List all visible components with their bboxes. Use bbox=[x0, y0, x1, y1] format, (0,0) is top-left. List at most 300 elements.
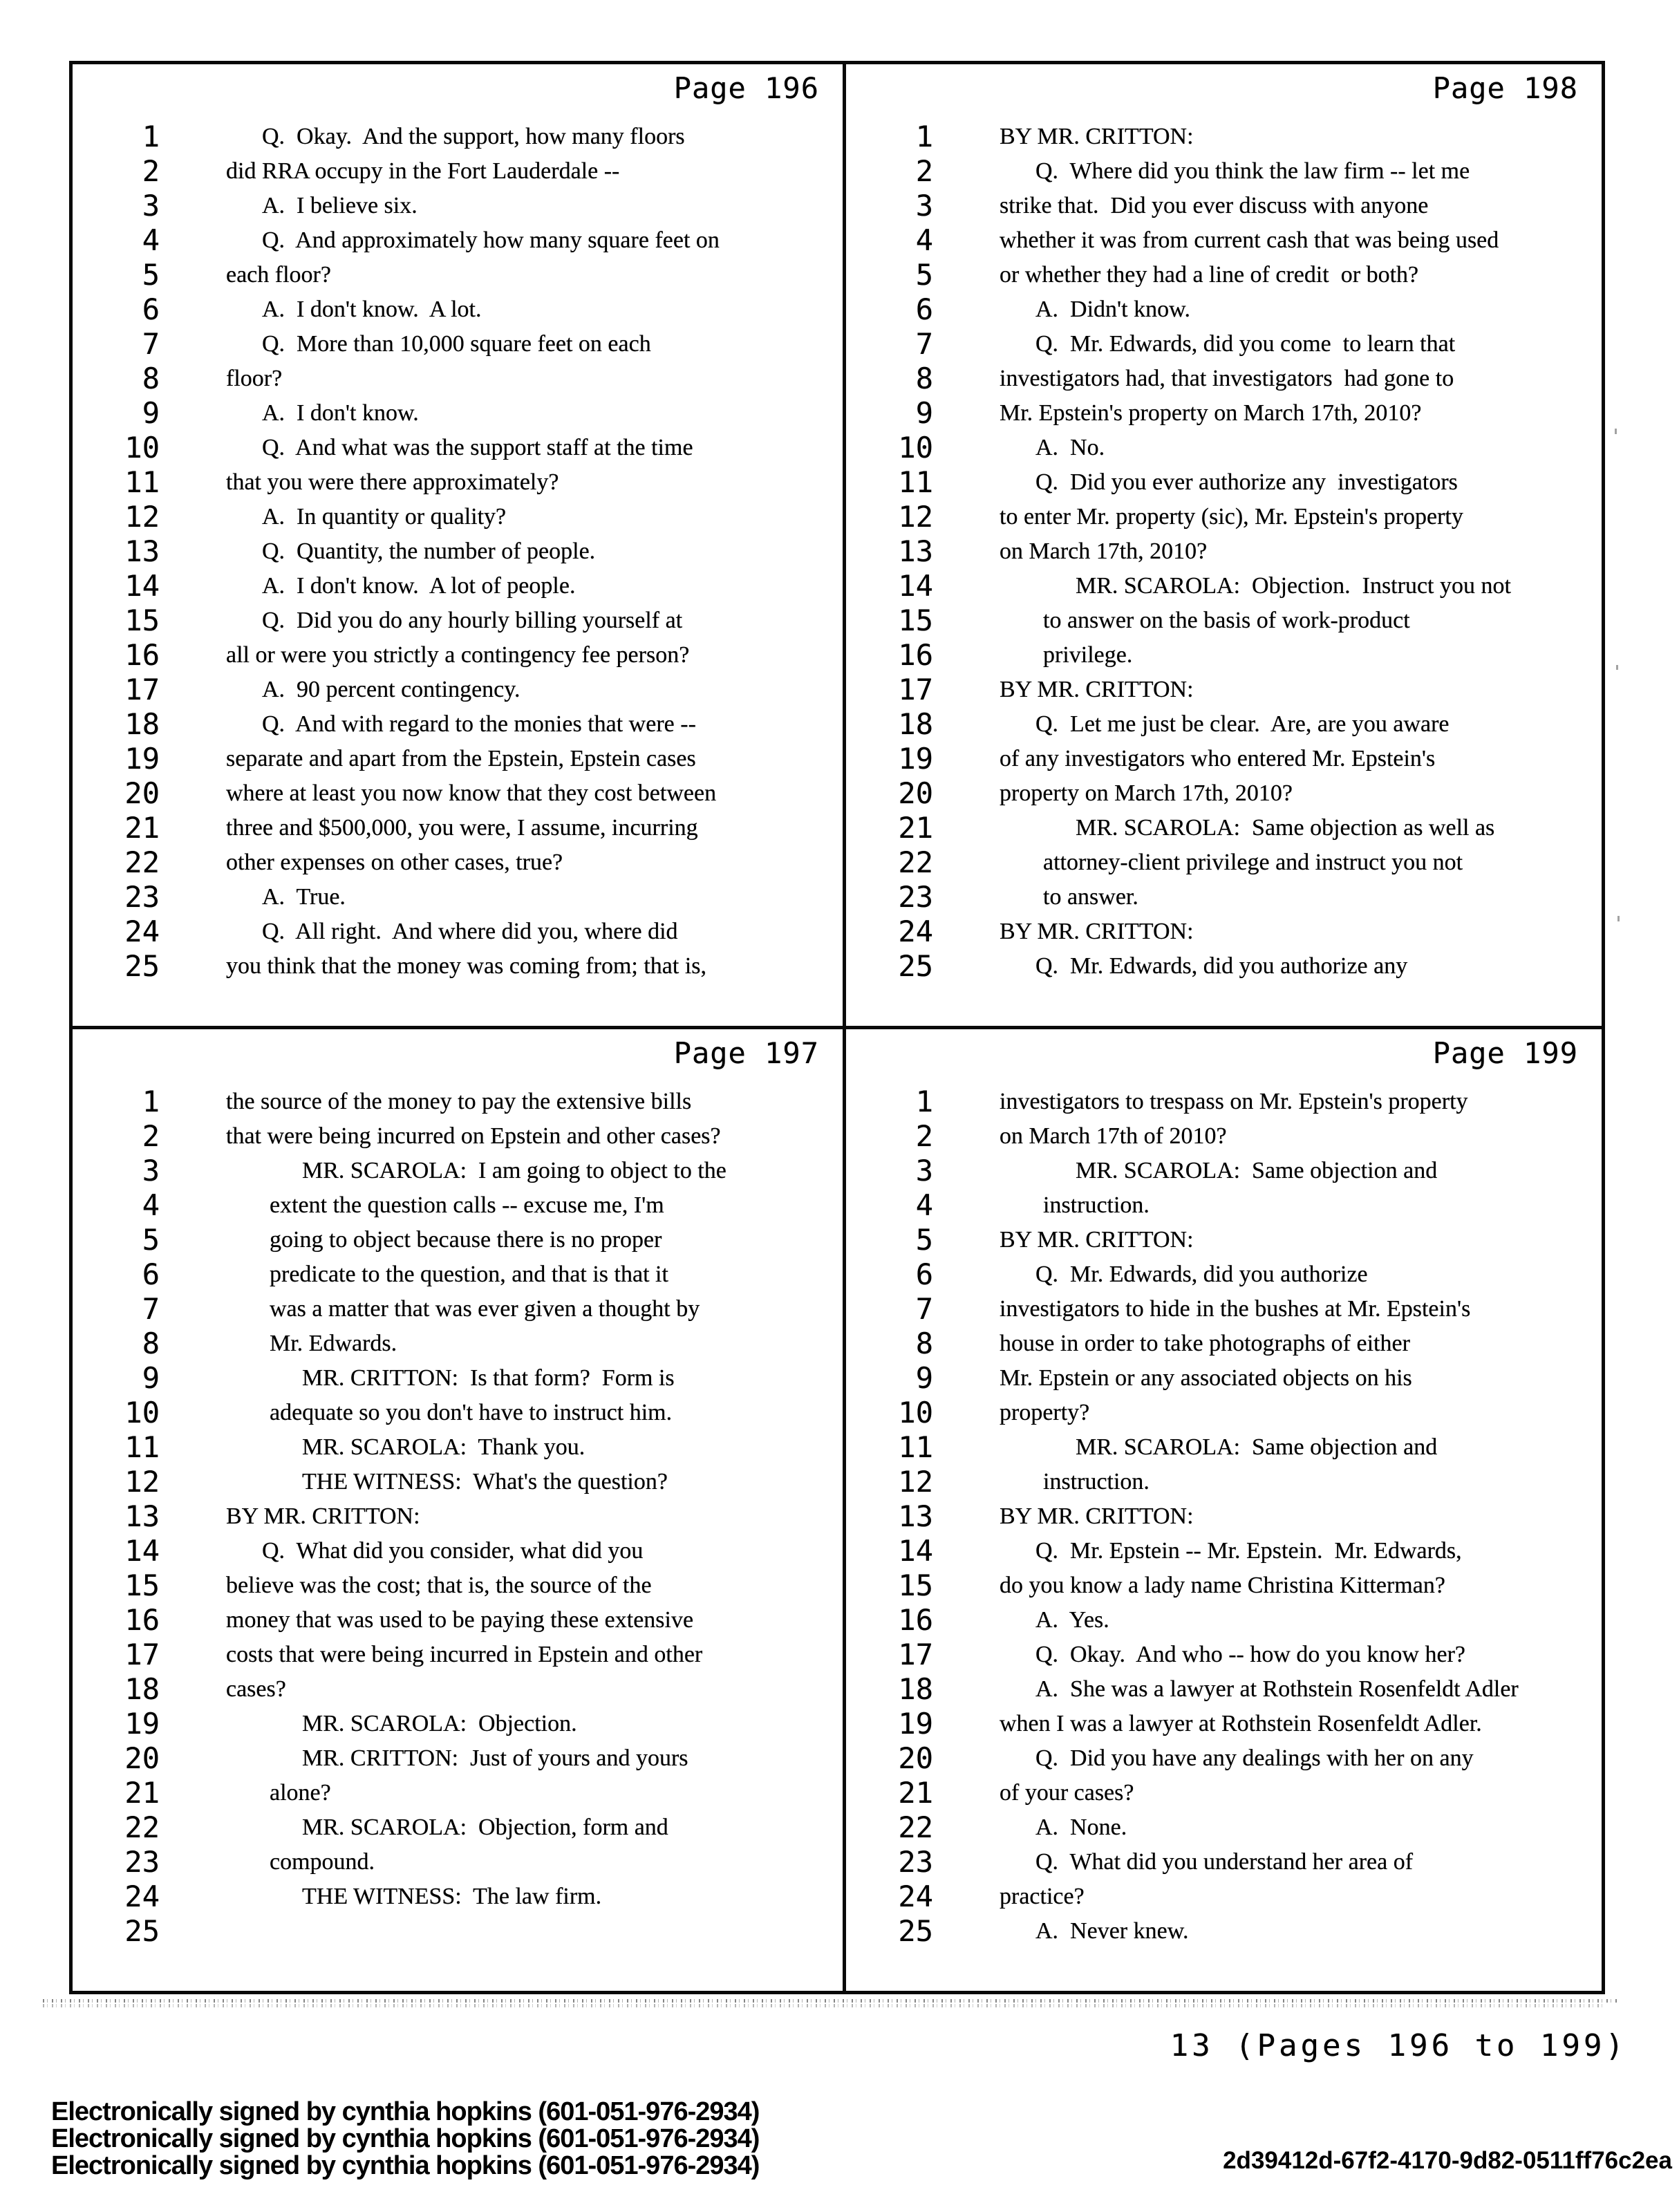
transcript-line bbox=[846, 638, 1602, 673]
line-text: practice? bbox=[1000, 1884, 1085, 1909]
line-text: three and $500,000, you were, I assume, incurring bbox=[226, 815, 698, 841]
line-text: A. I don't know. bbox=[262, 400, 419, 426]
line-text: that you were there approximately? bbox=[226, 469, 559, 495]
line-number: 22 bbox=[898, 845, 933, 879]
transcript-line bbox=[846, 258, 1602, 292]
transcript-line bbox=[73, 154, 843, 189]
transcript-line bbox=[73, 880, 843, 915]
transcript-lines bbox=[73, 64, 843, 1024]
signature-block bbox=[51, 2099, 759, 2180]
line-number: 17 bbox=[124, 673, 160, 706]
line-number: 23 bbox=[124, 1845, 160, 1879]
line-number: 7 bbox=[142, 327, 160, 361]
line-number: 7 bbox=[915, 1292, 933, 1326]
transcript-line bbox=[73, 1085, 843, 1119]
line-text: BY MR. CRITTON: bbox=[1000, 124, 1194, 149]
transcript-line bbox=[846, 1776, 1602, 1810]
line-number: 20 bbox=[898, 776, 933, 810]
line-text: BY MR. CRITTON: bbox=[1000, 1503, 1194, 1529]
line-number: 11 bbox=[898, 1430, 933, 1464]
transcript-line bbox=[73, 1154, 843, 1188]
scan-artifact bbox=[1615, 429, 1617, 434]
line-text: separate and apart from the Epstein, Epstein cases bbox=[226, 746, 696, 771]
line-number: 3 bbox=[915, 189, 933, 223]
line-number: 10 bbox=[124, 1396, 160, 1430]
transcript-line bbox=[846, 1430, 1602, 1465]
line-number: 18 bbox=[898, 707, 933, 741]
line-number: 24 bbox=[124, 1880, 160, 1913]
line-number: 7 bbox=[142, 1292, 160, 1326]
transcript-line bbox=[846, 362, 1602, 396]
line-number: 6 bbox=[915, 292, 933, 326]
line-text: Q. Did you have any dealings with her on any bbox=[1035, 1745, 1474, 1771]
line-text: Q. Okay. And who -- how do you know her? bbox=[1035, 1642, 1465, 1667]
line-number: 2 bbox=[915, 154, 933, 188]
transcript-line bbox=[846, 1119, 1602, 1154]
line-text: Q. Where did you think the law firm -- let me bbox=[1035, 158, 1470, 184]
line-text: adequate so you don't have to instruct him. bbox=[270, 1400, 673, 1425]
line-number: 17 bbox=[898, 673, 933, 706]
line-text: Q. Quantity, the number of people. bbox=[262, 538, 596, 564]
line-text: on March 17th, 2010? bbox=[1000, 538, 1208, 564]
line-text: Q. All right. And where did you, where did bbox=[262, 919, 678, 944]
line-number: 16 bbox=[124, 638, 160, 672]
line-text: instruction. bbox=[1043, 1469, 1150, 1494]
transcript-line bbox=[846, 776, 1602, 811]
transcript-line bbox=[73, 1257, 843, 1292]
line-number: 22 bbox=[898, 1810, 933, 1844]
line-number: 5 bbox=[142, 1223, 160, 1257]
transcript-line bbox=[846, 707, 1602, 742]
line-text: A. I believe six. bbox=[262, 193, 418, 218]
line-text: that were being incurred on Epstein and other cases? bbox=[226, 1123, 721, 1149]
line-number: 9 bbox=[915, 1361, 933, 1395]
transcript-line bbox=[846, 292, 1602, 327]
line-number: 17 bbox=[898, 1638, 933, 1671]
transcript-line bbox=[846, 1188, 1602, 1223]
line-number: 5 bbox=[142, 258, 160, 292]
transcript-line bbox=[846, 1327, 1602, 1361]
line-number: 1 bbox=[142, 120, 160, 153]
transcript-line bbox=[846, 1257, 1602, 1292]
line-text: BY MR. CRITTON: bbox=[226, 1503, 420, 1529]
transcript-line bbox=[846, 1085, 1602, 1119]
line-number: 25 bbox=[124, 949, 160, 983]
line-number: 11 bbox=[124, 465, 160, 499]
line-number: 25 bbox=[898, 949, 933, 983]
line-number: 22 bbox=[124, 1810, 160, 1844]
line-number: 12 bbox=[898, 1465, 933, 1499]
document-id: 2d39412d-67f2-4170-9d82-0511ff76c2ea bbox=[1223, 2147, 1672, 2174]
transcript-line bbox=[73, 120, 843, 154]
line-text: A. Didn't know. bbox=[1035, 297, 1190, 322]
transcript-line bbox=[73, 1430, 843, 1465]
transcript-line bbox=[846, 431, 1602, 465]
line-text: Q. Did you ever authorize any investigators bbox=[1035, 469, 1458, 495]
line-number: 15 bbox=[898, 603, 933, 637]
transcript-line bbox=[73, 707, 843, 742]
line-number: 22 bbox=[124, 845, 160, 879]
transcript-line bbox=[846, 811, 1602, 845]
line-number: 25 bbox=[898, 1914, 933, 1948]
page-header-label: Page 198 bbox=[1432, 71, 1578, 105]
line-text: A. No. bbox=[1035, 435, 1105, 460]
transcript-line bbox=[73, 1119, 843, 1154]
line-text: Q. Let me just be clear. Are, are you aware bbox=[1035, 711, 1450, 737]
line-text: Q. And approximately how many square feet on bbox=[262, 227, 720, 253]
line-text: BY MR. CRITTON: bbox=[1000, 919, 1194, 944]
line-number: 6 bbox=[142, 1257, 160, 1291]
transcript-line bbox=[73, 1880, 843, 1914]
transcript-line bbox=[846, 189, 1602, 223]
line-number: 21 bbox=[124, 1776, 160, 1810]
line-text: BY MR. CRITTON: bbox=[1000, 1227, 1194, 1253]
transcript-line bbox=[73, 1603, 843, 1638]
transcript-line bbox=[73, 776, 843, 811]
line-number: 20 bbox=[898, 1741, 933, 1775]
transcript-line bbox=[73, 1499, 843, 1534]
line-text: A. True. bbox=[262, 884, 346, 910]
transcript-line bbox=[73, 292, 843, 327]
line-number: 24 bbox=[124, 915, 160, 948]
transcript-line bbox=[73, 1361, 843, 1396]
transcript-page-196 bbox=[73, 64, 843, 1024]
line-number: 21 bbox=[124, 811, 160, 845]
line-text: going to object because there is no proper bbox=[270, 1227, 662, 1253]
line-text: privilege. bbox=[1043, 642, 1133, 668]
line-text: Q. Mr. Edwards, did you authorize bbox=[1035, 1262, 1368, 1287]
transcript-line bbox=[73, 1223, 843, 1257]
line-number: 24 bbox=[898, 915, 933, 948]
transcript-line bbox=[846, 1568, 1602, 1603]
line-number: 3 bbox=[915, 1154, 933, 1188]
transcript-line bbox=[73, 1327, 843, 1361]
line-text: to answer on the basis of work-product bbox=[1043, 608, 1410, 633]
transcript-line bbox=[846, 673, 1602, 707]
line-number: 6 bbox=[142, 292, 160, 326]
line-text: BY MR. CRITTON: bbox=[1000, 677, 1194, 702]
line-text: MR. SCAROLA: Objection, form and bbox=[302, 1815, 668, 1840]
line-text: MR. SCAROLA: Same objection as well as bbox=[1076, 815, 1495, 841]
line-text: was a matter that was ever given a thought by bbox=[270, 1296, 700, 1322]
line-number: 8 bbox=[915, 362, 933, 395]
line-number: 6 bbox=[915, 1257, 933, 1291]
transcript-line bbox=[73, 569, 843, 603]
line-text: house in order to take photographs of either bbox=[1000, 1331, 1410, 1356]
page-header-label: Page 196 bbox=[673, 71, 819, 105]
transcript-line bbox=[73, 396, 843, 431]
transcript-line bbox=[73, 362, 843, 396]
transcript-line bbox=[846, 1499, 1602, 1534]
line-number: 5 bbox=[915, 1223, 933, 1257]
transcript-line bbox=[73, 673, 843, 707]
line-number: 1 bbox=[142, 1085, 160, 1118]
line-text: of any investigators who entered Mr. Epstein's bbox=[1000, 746, 1436, 771]
line-text: Q. Mr. Edwards, did you come to learn that bbox=[1035, 331, 1456, 357]
line-number: 10 bbox=[124, 431, 160, 465]
transcript-line bbox=[846, 845, 1602, 880]
line-text: Q. Did you do any hourly billing yourself at bbox=[262, 608, 683, 633]
line-number: 21 bbox=[898, 811, 933, 845]
transcript-line bbox=[73, 915, 843, 949]
transcript-line bbox=[73, 1292, 843, 1327]
line-number: 14 bbox=[124, 569, 160, 603]
line-text: or whether they had a line of credit or both? bbox=[1000, 262, 1419, 288]
line-text: Q. And what was the support staff at the time bbox=[262, 435, 693, 460]
line-text: A. Never knew. bbox=[1035, 1918, 1189, 1944]
transcript-line bbox=[846, 1914, 1602, 1949]
line-number: 16 bbox=[124, 1603, 160, 1637]
line-text: MR. SCAROLA: Same objection and bbox=[1076, 1434, 1438, 1460]
line-text: MR. SCAROLA: I am going to object to the bbox=[302, 1158, 726, 1183]
line-text: other expenses on other cases, true? bbox=[226, 850, 563, 875]
transcript-line bbox=[846, 500, 1602, 534]
transcript-line bbox=[846, 1465, 1602, 1499]
line-number: 24 bbox=[898, 1880, 933, 1913]
line-number: 7 bbox=[915, 327, 933, 361]
line-text: Mr. Edwards. bbox=[270, 1331, 397, 1356]
line-number: 1 bbox=[915, 1085, 933, 1118]
transcript-line bbox=[846, 534, 1602, 569]
transcript-line bbox=[73, 1776, 843, 1810]
line-number: 18 bbox=[124, 1672, 160, 1706]
signature-line: Electronically signed by cynthia hopkins (601-051-976-2934) bbox=[51, 2097, 760, 2126]
line-text: to enter Mr. property (sic), Mr. Epstein's property bbox=[1000, 504, 1463, 529]
line-text: compound. bbox=[270, 1849, 375, 1875]
line-text: costs that were being incurred in Epstein and other bbox=[226, 1642, 703, 1667]
line-text: A. In quantity or quality? bbox=[262, 504, 507, 529]
line-text: A. I don't know. A lot of people. bbox=[262, 573, 576, 599]
line-number: 19 bbox=[124, 742, 160, 776]
line-text: all or were you strictly a contingency fee person? bbox=[226, 642, 690, 668]
line-text: Q. What did you understand her area of bbox=[1035, 1849, 1414, 1875]
transcript-line bbox=[73, 1845, 843, 1880]
transcript-line bbox=[846, 465, 1602, 500]
page-header-label: Page 199 bbox=[1432, 1036, 1578, 1070]
line-number: 18 bbox=[124, 707, 160, 741]
line-text: investigators to trespass on Mr. Epstein's property bbox=[1000, 1089, 1468, 1114]
transcript-line bbox=[846, 1534, 1602, 1568]
line-number: 11 bbox=[124, 1430, 160, 1464]
transcript-line bbox=[846, 120, 1602, 154]
line-number: 15 bbox=[124, 603, 160, 637]
page-header-label: Page 197 bbox=[673, 1036, 819, 1070]
transcript-line bbox=[73, 431, 843, 465]
transcript-line bbox=[73, 1707, 843, 1741]
transcript-line bbox=[73, 1465, 843, 1499]
transcript-line bbox=[846, 1223, 1602, 1257]
transcript-line bbox=[73, 500, 843, 534]
line-text: to answer. bbox=[1043, 884, 1138, 910]
transcript-line bbox=[846, 396, 1602, 431]
transcript-line bbox=[73, 638, 843, 673]
line-number: 9 bbox=[915, 396, 933, 430]
line-text: extent the question calls -- excuse me, I'm bbox=[270, 1192, 664, 1218]
line-text: investigators to hide in the bushes at Mr. Epstein's bbox=[1000, 1296, 1471, 1322]
scan-artifact bbox=[1616, 665, 1618, 670]
transcript-line bbox=[73, 534, 843, 569]
transcript-line bbox=[846, 1845, 1602, 1880]
line-number: 4 bbox=[142, 223, 160, 257]
transcript-line bbox=[846, 1396, 1602, 1430]
line-number: 13 bbox=[898, 1499, 933, 1533]
line-text: property? bbox=[1000, 1400, 1090, 1425]
line-text: when I was a lawyer at Rothstein Rosenfeldt Adler. bbox=[1000, 1711, 1482, 1736]
transcript-line bbox=[846, 1707, 1602, 1741]
line-number: 18 bbox=[898, 1672, 933, 1706]
line-number: 9 bbox=[142, 396, 160, 430]
transcript-line bbox=[846, 1361, 1602, 1396]
line-text: THE WITNESS: What's the question? bbox=[302, 1469, 668, 1494]
transcript-page-199 bbox=[846, 1029, 1602, 1991]
line-number: 17 bbox=[124, 1638, 160, 1671]
line-number: 10 bbox=[898, 431, 933, 465]
transcript-line bbox=[73, 603, 843, 638]
line-text: Q. What did you consider, what did you bbox=[262, 1538, 644, 1564]
line-text: MR. SCAROLA: Same objection and bbox=[1076, 1158, 1438, 1183]
footer-page-range: 13 (Pages 196 to 199) bbox=[1170, 2028, 1627, 2063]
transcript-line bbox=[73, 811, 843, 845]
line-text: where at least you now know that they cost between bbox=[226, 780, 717, 806]
line-text: MR. CRITTON: Just of yours and yours bbox=[302, 1745, 688, 1771]
line-number: 4 bbox=[915, 1188, 933, 1222]
transcript-line bbox=[73, 1188, 843, 1223]
line-text: cases? bbox=[226, 1676, 286, 1702]
transcript-line bbox=[846, 569, 1602, 603]
transcript-line bbox=[846, 880, 1602, 915]
transcript-line bbox=[73, 258, 843, 292]
line-text: do you know a lady name Christina Kitterman? bbox=[1000, 1573, 1445, 1598]
line-number: 19 bbox=[898, 1707, 933, 1741]
line-text: instruction. bbox=[1043, 1192, 1150, 1218]
transcript-line bbox=[846, 154, 1602, 189]
transcript-lines bbox=[846, 1029, 1602, 1991]
transcript-line bbox=[846, 327, 1602, 362]
line-text: THE WITNESS: The law firm. bbox=[302, 1884, 602, 1909]
line-number: 23 bbox=[898, 880, 933, 914]
line-number: 21 bbox=[898, 1776, 933, 1810]
line-number: 23 bbox=[898, 1845, 933, 1879]
line-text: on March 17th of 2010? bbox=[1000, 1123, 1227, 1149]
line-text: whether it was from current cash that was being used bbox=[1000, 227, 1499, 253]
transcript-line bbox=[846, 1154, 1602, 1188]
transcript-line bbox=[73, 189, 843, 223]
transcript-line bbox=[73, 1568, 843, 1603]
line-number: 13 bbox=[124, 1499, 160, 1533]
line-text: money that was used to be paying these extensive bbox=[226, 1607, 694, 1633]
transcript-line bbox=[73, 949, 843, 984]
line-number: 25 bbox=[124, 1914, 160, 1948]
transcript-line bbox=[846, 949, 1602, 984]
line-number: 20 bbox=[124, 1741, 160, 1775]
transcript-page-198 bbox=[846, 64, 1602, 1024]
line-text: A. 90 percent contingency. bbox=[262, 677, 520, 702]
transcript-line bbox=[73, 1741, 843, 1776]
line-text: believe was the cost; that is, the source of the bbox=[226, 1573, 652, 1598]
line-number: 1 bbox=[915, 120, 933, 153]
line-number: 12 bbox=[898, 500, 933, 534]
transcript-page-197 bbox=[73, 1029, 843, 1991]
line-number: 19 bbox=[124, 1707, 160, 1741]
line-number: 8 bbox=[142, 362, 160, 395]
line-text: strike that. Did you ever discuss with anyone bbox=[1000, 193, 1429, 218]
transcript-line bbox=[846, 223, 1602, 258]
line-number: 12 bbox=[124, 500, 160, 534]
transcript-line bbox=[846, 1638, 1602, 1672]
line-text: attorney-client privilege and instruct you not bbox=[1043, 850, 1463, 875]
line-number: 5 bbox=[915, 258, 933, 292]
line-text: Mr. Epstein's property on March 17th, 2010? bbox=[1000, 400, 1422, 426]
line-text: floor? bbox=[226, 366, 283, 391]
line-text: A. She was a lawyer at Rothstein Rosenfeldt Adler bbox=[1035, 1676, 1519, 1702]
transcript-line bbox=[73, 1672, 843, 1707]
transcript-line bbox=[846, 1880, 1602, 1914]
line-text: MR. CRITTON: Is that form? Form is bbox=[302, 1365, 675, 1391]
line-number: 8 bbox=[915, 1327, 933, 1360]
line-number: 13 bbox=[898, 534, 933, 568]
line-text: MR. SCAROLA: Objection. bbox=[302, 1711, 577, 1736]
scan-artifact bbox=[1617, 916, 1620, 921]
transcript-lines bbox=[73, 1029, 843, 1991]
line-number: 16 bbox=[898, 1603, 933, 1637]
line-number: 10 bbox=[898, 1396, 933, 1430]
transcript-lines bbox=[846, 64, 1602, 1024]
transcript-line bbox=[73, 223, 843, 258]
line-number: 2 bbox=[142, 154, 160, 188]
line-text: property on March 17th, 2010? bbox=[1000, 780, 1293, 806]
line-text: Q. More than 10,000 square feet on each bbox=[262, 331, 651, 357]
transcript-line bbox=[73, 845, 843, 880]
transcript-line bbox=[846, 1292, 1602, 1327]
line-number: 4 bbox=[142, 1188, 160, 1222]
transcript-line bbox=[846, 1603, 1602, 1638]
line-text: MR. SCAROLA: Objection. Instruct you not bbox=[1076, 573, 1511, 599]
line-number: 14 bbox=[898, 569, 933, 603]
transcript-line bbox=[846, 1672, 1602, 1707]
line-text: investigators had, that investigators had gone to bbox=[1000, 366, 1454, 391]
line-text: A. I don't know. A lot. bbox=[262, 297, 482, 322]
transcript-line bbox=[846, 1810, 1602, 1845]
line-number: 23 bbox=[124, 880, 160, 914]
line-number: 2 bbox=[915, 1119, 933, 1153]
scan-noise-band bbox=[43, 2004, 1605, 2007]
line-text: the source of the money to pay the extensive bills bbox=[226, 1089, 692, 1114]
transcript-line bbox=[846, 915, 1602, 949]
transcript-line bbox=[846, 742, 1602, 776]
transcript-line bbox=[73, 1914, 843, 1949]
line-number: 15 bbox=[898, 1568, 933, 1602]
line-number: 14 bbox=[898, 1534, 933, 1568]
transcript-line bbox=[73, 1534, 843, 1568]
line-number: 11 bbox=[898, 465, 933, 499]
line-text: you think that the money was coming from; that is, bbox=[226, 953, 707, 979]
scan-noise-band bbox=[43, 1999, 1617, 2003]
line-text: did RRA occupy in the Fort Lauderdale -- bbox=[226, 158, 620, 184]
line-text: Mr. Epstein or any associated objects on his bbox=[1000, 1365, 1412, 1391]
line-number: 16 bbox=[898, 638, 933, 672]
line-number: 15 bbox=[124, 1568, 160, 1602]
signature-line: Electronically signed by cynthia hopkins (601-051-976-2934) bbox=[51, 2151, 760, 2180]
transcript-line bbox=[73, 1810, 843, 1845]
line-number: 14 bbox=[124, 1534, 160, 1568]
line-number: 19 bbox=[898, 742, 933, 776]
line-text: A. None. bbox=[1035, 1815, 1127, 1840]
line-number: 4 bbox=[915, 223, 933, 257]
line-number: 3 bbox=[142, 1154, 160, 1188]
line-number: 2 bbox=[142, 1119, 160, 1153]
transcript-line bbox=[73, 1638, 843, 1672]
transcript-line bbox=[73, 742, 843, 776]
